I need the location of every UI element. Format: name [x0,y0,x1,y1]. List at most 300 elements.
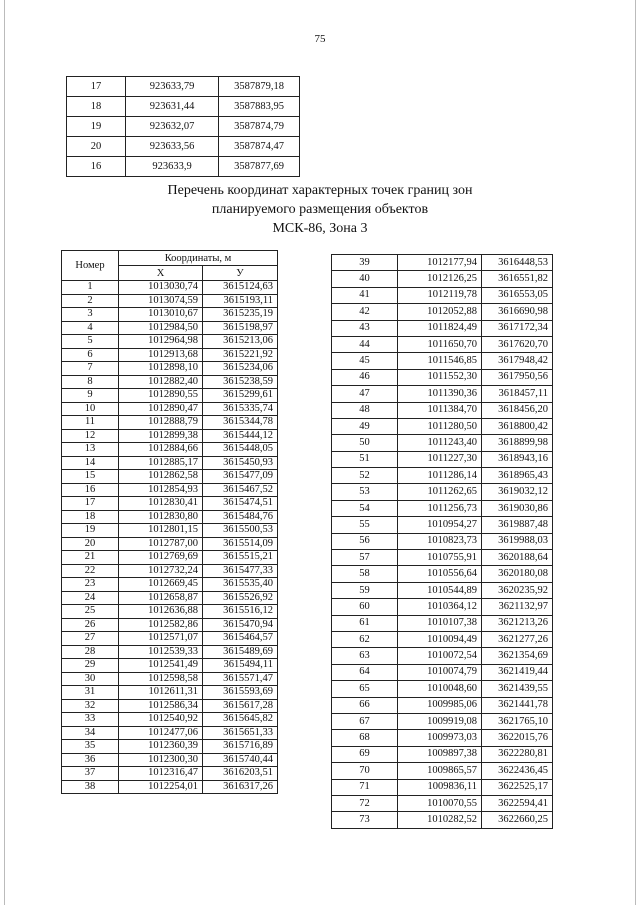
table-row [332,730,553,746]
coord-y: 3615221,92 [203,348,278,362]
coord-x: 1009919,08 [398,713,482,729]
left-table-body [62,281,278,794]
table-row [332,386,553,402]
point-number: 44 [332,336,398,352]
coord-y: 3618456,20 [482,402,553,418]
table-row [332,484,553,500]
coord-y: 3615235,19 [203,308,278,322]
coord-x: 1012884,66 [119,443,203,457]
table-row [332,468,553,484]
point-number: 34 [62,726,119,740]
coord-x: 1010094,49 [398,631,482,647]
coord-y: 3615494,11 [203,659,278,673]
coord-y: 3615489,69 [203,645,278,659]
coord-y: 3615500,53 [203,524,278,538]
coord-x: 1012890,55 [119,389,203,403]
point-number: 27 [62,632,119,646]
coordinates-table-left [61,250,278,794]
coord-y: 3622594,41 [482,795,553,811]
coord-y: 3615526,92 [203,591,278,605]
coord-x: 1012126,25 [398,271,482,287]
header-x: X [119,266,203,281]
point-number: 4 [62,321,119,335]
coord-x: 1010107,38 [398,615,482,631]
table-row [332,369,553,385]
coord-x: 1012254,01 [119,780,203,794]
coord-y: 3618800,42 [482,418,553,434]
coord-x: 1009897,38 [398,746,482,762]
point-number: 62 [332,631,398,647]
coord-y: 3615234,06 [203,362,278,376]
coord-x: 1012801,15 [119,524,203,538]
coord-x: 1012854,93 [119,483,203,497]
point-number: 50 [332,435,398,451]
table-row [332,336,553,352]
coord-x: 1009985,06 [398,697,482,713]
coord-y: 3621213,26 [482,615,553,631]
coord-y: 3615515,21 [203,551,278,565]
coord-y: 3615198,97 [203,321,278,335]
point-number: 6 [62,348,119,362]
coord-y: 3616203,51 [203,767,278,781]
coord-x: 1011384,70 [398,402,482,418]
coord-y: 3622015,76 [482,730,553,746]
table-row [62,402,278,416]
coord-x: 1012913,68 [119,348,203,362]
header-coordinates: Координаты, м [119,251,278,266]
coord-y: 3621277,26 [482,631,553,647]
table-row [62,375,278,389]
coord-y: 3618899,98 [482,435,553,451]
coord-x: 1011256,73 [398,500,482,516]
coord-y: 3615344,78 [203,416,278,430]
coord-y: 3615299,61 [203,389,278,403]
table-row [62,335,278,349]
coord-y: 3615470,94 [203,618,278,632]
table-row [62,591,278,605]
point-number: 72 [332,795,398,811]
coord-y: 3615477,33 [203,564,278,578]
coord-y: 3615716,89 [203,740,278,754]
table-row [332,271,553,287]
point-number: 61 [332,615,398,631]
coord-x: 1012636,88 [119,605,203,619]
coord-y: 3617620,70 [482,336,553,352]
table-row [332,713,553,729]
point-number: 55 [332,517,398,533]
coord-x: 1010556,64 [398,566,482,582]
point-number: 24 [62,591,119,605]
coord-y: 3622660,25 [482,812,553,828]
coord-x: 923633,56 [126,137,219,157]
continuation-table-body [67,77,300,177]
coord-y: 3621354,69 [482,648,553,664]
coord-x: 1013010,67 [119,308,203,322]
table-row [332,517,553,533]
point-number: 48 [332,402,398,418]
point-number: 58 [332,566,398,582]
table-row [62,618,278,632]
coord-x: 1011227,30 [398,451,482,467]
coord-x: 1012885,17 [119,456,203,470]
point-number: 11 [62,416,119,430]
coord-x: 1012052,88 [398,304,482,320]
coord-y: 3622525,17 [482,779,553,795]
coord-y: 3587879,18 [219,77,300,97]
table-row [62,456,278,470]
coord-x: 1012830,41 [119,497,203,511]
point-number: 31 [62,686,119,700]
point-number: 42 [332,304,398,320]
table-row [62,659,278,673]
coord-x: 1012732,24 [119,564,203,578]
coord-x: 1012177,94 [398,255,482,271]
coord-x: 1010755,91 [398,550,482,566]
coord-y: 3615467,52 [203,483,278,497]
coord-y: 3616690,98 [482,304,553,320]
table-row [332,320,553,336]
table-row [62,686,278,700]
document-title [0,181,640,238]
point-number: 45 [332,353,398,369]
coord-y: 3616317,26 [203,780,278,794]
table-row [62,443,278,457]
coord-y: 3615617,28 [203,699,278,713]
continuation-table [66,76,300,177]
coord-x: 1012669,45 [119,578,203,592]
coord-x: 1012316,47 [119,767,203,781]
point-number: 56 [332,533,398,549]
coord-y: 3615464,57 [203,632,278,646]
coord-x: 1010364,12 [398,599,482,615]
coord-x: 1009973,03 [398,730,482,746]
coord-x: 1012882,40 [119,375,203,389]
point-number: 22 [62,564,119,578]
table-row [67,137,300,157]
coord-x: 1012586,34 [119,699,203,713]
coord-y: 3615474,51 [203,497,278,511]
point-number: 49 [332,418,398,434]
point-number: 1 [62,281,119,295]
point-number: 17 [62,497,119,511]
coord-x: 1012898,10 [119,362,203,376]
point-number: 71 [332,779,398,795]
point-number: 59 [332,582,398,598]
point-number: 43 [332,320,398,336]
coord-x: 923633,9 [126,157,219,177]
point-number: 14 [62,456,119,470]
table-row [62,429,278,443]
table-row [62,780,278,794]
coord-x: 923631,44 [126,97,219,117]
table-row [62,537,278,551]
table-row [62,294,278,308]
page-number: 75 [314,33,326,45]
point-number: 21 [62,551,119,565]
coord-x: 1011552,30 [398,369,482,385]
point-number: 2 [62,294,119,308]
point-number: 39 [332,255,398,271]
point-number: 30 [62,672,119,686]
coord-x: 1012888,79 [119,416,203,430]
coord-y: 3615651,33 [203,726,278,740]
coord-x: 1012541,49 [119,659,203,673]
coord-x: 1012984,50 [119,321,203,335]
table-row [332,763,553,779]
point-number: 26 [62,618,119,632]
point-number: 19 [62,524,119,538]
point-number: 47 [332,386,398,402]
coord-y: 3615740,44 [203,753,278,767]
scan-edge-right [635,0,636,905]
point-number: 68 [332,730,398,746]
coord-y: 3621419,44 [482,664,553,680]
table-row [62,767,278,781]
table-row [332,599,553,615]
coord-x: 1009865,57 [398,763,482,779]
coord-y: 3619030,86 [482,500,553,516]
coord-x: 1010074,79 [398,664,482,680]
point-number: 73 [332,812,398,828]
table-row [67,97,300,117]
coord-y: 3621765,10 [482,713,553,729]
point-number: 5 [62,335,119,349]
table-row [62,726,278,740]
table-row [62,578,278,592]
coord-x: 1012658,87 [119,591,203,605]
coord-x: 923633,79 [126,77,219,97]
coord-y: 3617950,56 [482,369,553,385]
table-row [62,497,278,511]
coord-y: 3615448,05 [203,443,278,457]
point-number: 20 [67,137,126,157]
coord-y: 3618457,11 [482,386,553,402]
table-row [332,648,553,664]
table-row [62,699,278,713]
point-number: 69 [332,746,398,762]
coord-y: 3620235,92 [482,582,553,598]
coord-x: 1009836,11 [398,779,482,795]
coord-y: 3615444,12 [203,429,278,443]
table-row [332,582,553,598]
table-row [332,500,553,516]
coord-y: 3622280,81 [482,746,553,762]
coord-y: 3615484,76 [203,510,278,524]
coord-y: 3587877,69 [219,157,300,177]
coord-x: 1012830,80 [119,510,203,524]
coord-x: 1012598,58 [119,672,203,686]
coord-x: 1010282,52 [398,812,482,828]
point-number: 41 [332,287,398,303]
table-row [62,483,278,497]
table-row [62,551,278,565]
table-row [62,362,278,376]
table-row [62,321,278,335]
coord-x: 1012582,86 [119,618,203,632]
coord-x: 1010072,54 [398,648,482,664]
coord-x: 1010544,89 [398,582,482,598]
coord-y: 3619032,12 [482,484,553,500]
table-row [62,645,278,659]
point-number: 52 [332,468,398,484]
coord-x: 1012300,30 [119,753,203,767]
point-number: 38 [62,780,119,794]
coord-y: 3621441,78 [482,697,553,713]
point-number: 36 [62,753,119,767]
point-number: 33 [62,713,119,727]
point-number: 7 [62,362,119,376]
point-number: 67 [332,713,398,729]
coord-y: 3617172,34 [482,320,553,336]
table-row [332,631,553,647]
table-row [62,632,278,646]
point-number: 40 [332,271,398,287]
point-number: 29 [62,659,119,673]
title-line-1: Перечень координат характерных точек границ зон [167,183,473,198]
point-number: 19 [67,117,126,137]
coord-x: 1012540,92 [119,713,203,727]
table-row [332,304,553,320]
coord-x: 1011280,50 [398,418,482,434]
point-number: 20 [62,537,119,551]
table-row [62,564,278,578]
point-number: 15 [62,470,119,484]
coord-y: 3616551,82 [482,271,553,287]
point-number: 18 [67,97,126,117]
table-row [62,740,278,754]
coord-x: 1011650,70 [398,336,482,352]
coord-x: 1012571,07 [119,632,203,646]
coord-x: 1012119,78 [398,287,482,303]
coord-y: 3620180,08 [482,566,553,582]
table-row [62,389,278,403]
coord-x: 1010048,60 [398,681,482,697]
coord-y: 3615645,82 [203,713,278,727]
table-row [62,510,278,524]
table-row [332,533,553,549]
coordinates-table-right [331,254,553,829]
coord-x: 1012899,38 [119,429,203,443]
coord-y: 3615593,69 [203,686,278,700]
coord-y: 3616553,05 [482,287,553,303]
table-row [332,353,553,369]
table-row [62,605,278,619]
coord-x: 1010070,55 [398,795,482,811]
table-row [332,664,553,680]
coord-y: 3622436,45 [482,763,553,779]
coord-y: 3619988,03 [482,533,553,549]
table-row [332,451,553,467]
table-row [332,418,553,434]
point-number: 9 [62,389,119,403]
table-row [332,795,553,811]
point-number: 28 [62,645,119,659]
point-number: 60 [332,599,398,615]
point-number: 16 [67,157,126,177]
coord-x: 1012539,33 [119,645,203,659]
table-row [332,812,553,828]
table-row [332,779,553,795]
point-number: 17 [67,77,126,97]
coord-y: 3618965,43 [482,468,553,484]
point-number: 54 [332,500,398,516]
coord-y: 3615535,40 [203,578,278,592]
coord-y: 3615213,06 [203,335,278,349]
scan-edge-left [4,0,5,905]
table-row [62,281,278,295]
coord-y: 3615124,63 [203,281,278,295]
point-number: 64 [332,664,398,680]
table-row [67,77,300,97]
point-number: 66 [332,697,398,713]
coord-y: 3587874,79 [219,117,300,137]
coord-x: 1011824,49 [398,320,482,336]
point-number: 35 [62,740,119,754]
coord-y: 3587874,47 [219,137,300,157]
point-number: 32 [62,699,119,713]
table-row [62,753,278,767]
title-line-2: планируемого размещения объектов [211,202,429,217]
coord-y: 3619887,48 [482,517,553,533]
table-row [332,550,553,566]
point-number: 70 [332,763,398,779]
table-row [332,566,553,582]
table-row [62,416,278,430]
point-number: 65 [332,681,398,697]
point-number: 51 [332,451,398,467]
table-row [332,435,553,451]
coord-x: 1012890,47 [119,402,203,416]
table-row [332,287,553,303]
coord-x: 1013074,59 [119,294,203,308]
header-number: Номер [62,251,119,281]
coord-y: 3615571,47 [203,672,278,686]
table-row [62,672,278,686]
coord-y: 3615516,12 [203,605,278,619]
point-number: 10 [62,402,119,416]
coord-y: 3621132,97 [482,599,553,615]
point-number: 53 [332,484,398,500]
point-number: 8 [62,375,119,389]
coord-x: 1013030,74 [119,281,203,295]
coord-y: 3617948,42 [482,353,553,369]
coord-y: 3616448,53 [482,255,553,271]
coord-y: 3615335,74 [203,402,278,416]
table-row [332,746,553,762]
coord-x: 1012964,98 [119,335,203,349]
point-number: 13 [62,443,119,457]
table-row [332,402,553,418]
table-row [332,255,553,271]
coord-x: 923632,07 [126,117,219,137]
coord-x: 1012611,31 [119,686,203,700]
coord-x: 1012360,39 [119,740,203,754]
coord-x: 1012769,69 [119,551,203,565]
point-number: 23 [62,578,119,592]
point-number: 12 [62,429,119,443]
title-line-3: МСК-86, Зона 3 [272,221,368,236]
coord-x: 1011390,36 [398,386,482,402]
coord-x: 1011262,65 [398,484,482,500]
coord-x: 1012862,58 [119,470,203,484]
point-number: 18 [62,510,119,524]
header-y: У [203,266,278,281]
table-row [332,697,553,713]
table-row [332,681,553,697]
table-row [62,470,278,484]
table-row [62,348,278,362]
coord-y: 3615193,11 [203,294,278,308]
